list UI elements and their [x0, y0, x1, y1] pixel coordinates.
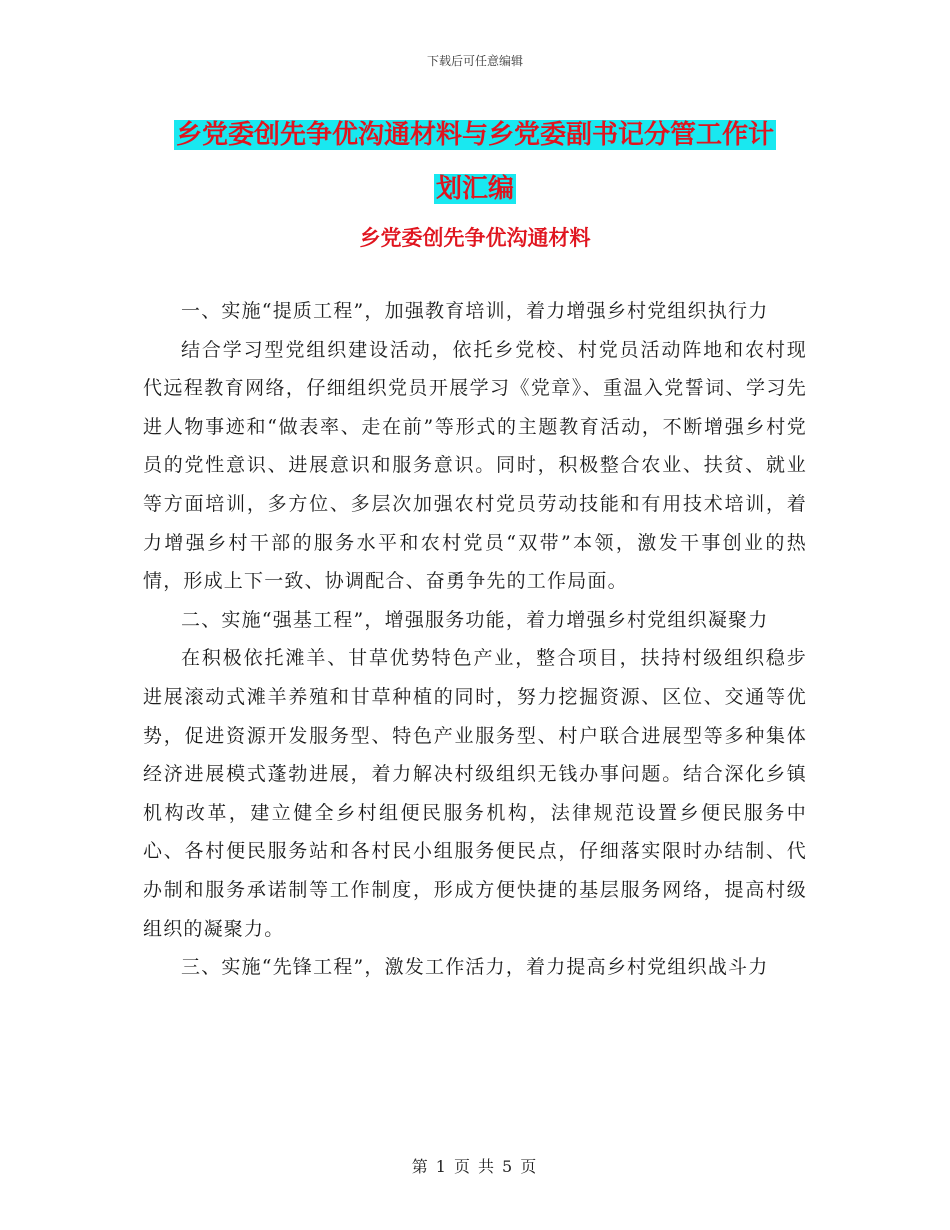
page-footer [0, 1154, 950, 1177]
paragraph-body-2: 在积极依托滩羊、甘草优势特色产业，整合项目，扶持村级组织稳步进展滚动式滩羊养殖和甘草种植的同时，努力挖掘资源、区位、交通等优势，促进资源开发服务型、特色产业服务型、村户联合进展型等多种集体经济进展模式蓬勃进展，着力解决村级组织无钱办事问题。结合深化乡镇机构改革，建立健全乡村组便民服务机构，法律规范设置乡便民服务中心、各村便民服务站和各村民小组服务便民点，仔细落实限时办结制、代办制和服务承诺制等工作制度，形成方便快捷的基层服务网络，提高村级组织的凝聚力。 [143, 647, 807, 940]
paragraph-body-1: 结合学习型党组织建设活动，依托乡党校、村党员活动阵地和农村现代远程教育网络，仔细组织党员开展学习《党章》、重温入党誓词、学习先进人物事迹和“做表率、走在前”等形式的主题教育活动，不断增强乡村党员的党性意识、进展意识和服务意识。同时，积极整合农业、扶贫、就业等方面培训，多方位、多层次加强农村党员劳动技能和有用技术培训，着力增强乡村干部的服务水平和农村党员“双带”本领，激发干事创业的热情，形成上下一致、协调配合、奋勇争先的工作局面。 [143, 338, 807, 593]
document-title [150, 108, 800, 216]
footer-total-prefix: 共 [478, 1157, 497, 1176]
footer-page-unit: 页 [453, 1157, 472, 1176]
document-title-line-2: 划汇编 [435, 174, 514, 204]
paragraph-heading-3: 三、实施“先锋工程”，激发工作活力，着力提高乡村党组织战斗力 [181, 956, 769, 979]
header-note: 下载后可任意编辑 [426, 54, 523, 68]
paragraph-heading-2: 二、实施“强基工程”，增强服务功能，着力增强乡村党组织凝聚力 [181, 608, 769, 631]
footer-total-pages: 5 [502, 1157, 515, 1176]
section-title: 乡党委创先争优沟通材料 [359, 226, 591, 250]
document-title-line-1: 乡党委创先争优沟通材料与乡党委副书记分管工作计 [175, 120, 774, 150]
paragraph-heading-1: 一、实施“提质工程”，加强教育培训，着力增强乡村党组织执行力 [181, 300, 769, 322]
footer-prefix: 第 [411, 1157, 430, 1176]
document-body [143, 292, 807, 987]
footer-page-number: 1 [435, 1157, 448, 1176]
footer-total-unit: 页 [520, 1157, 539, 1176]
